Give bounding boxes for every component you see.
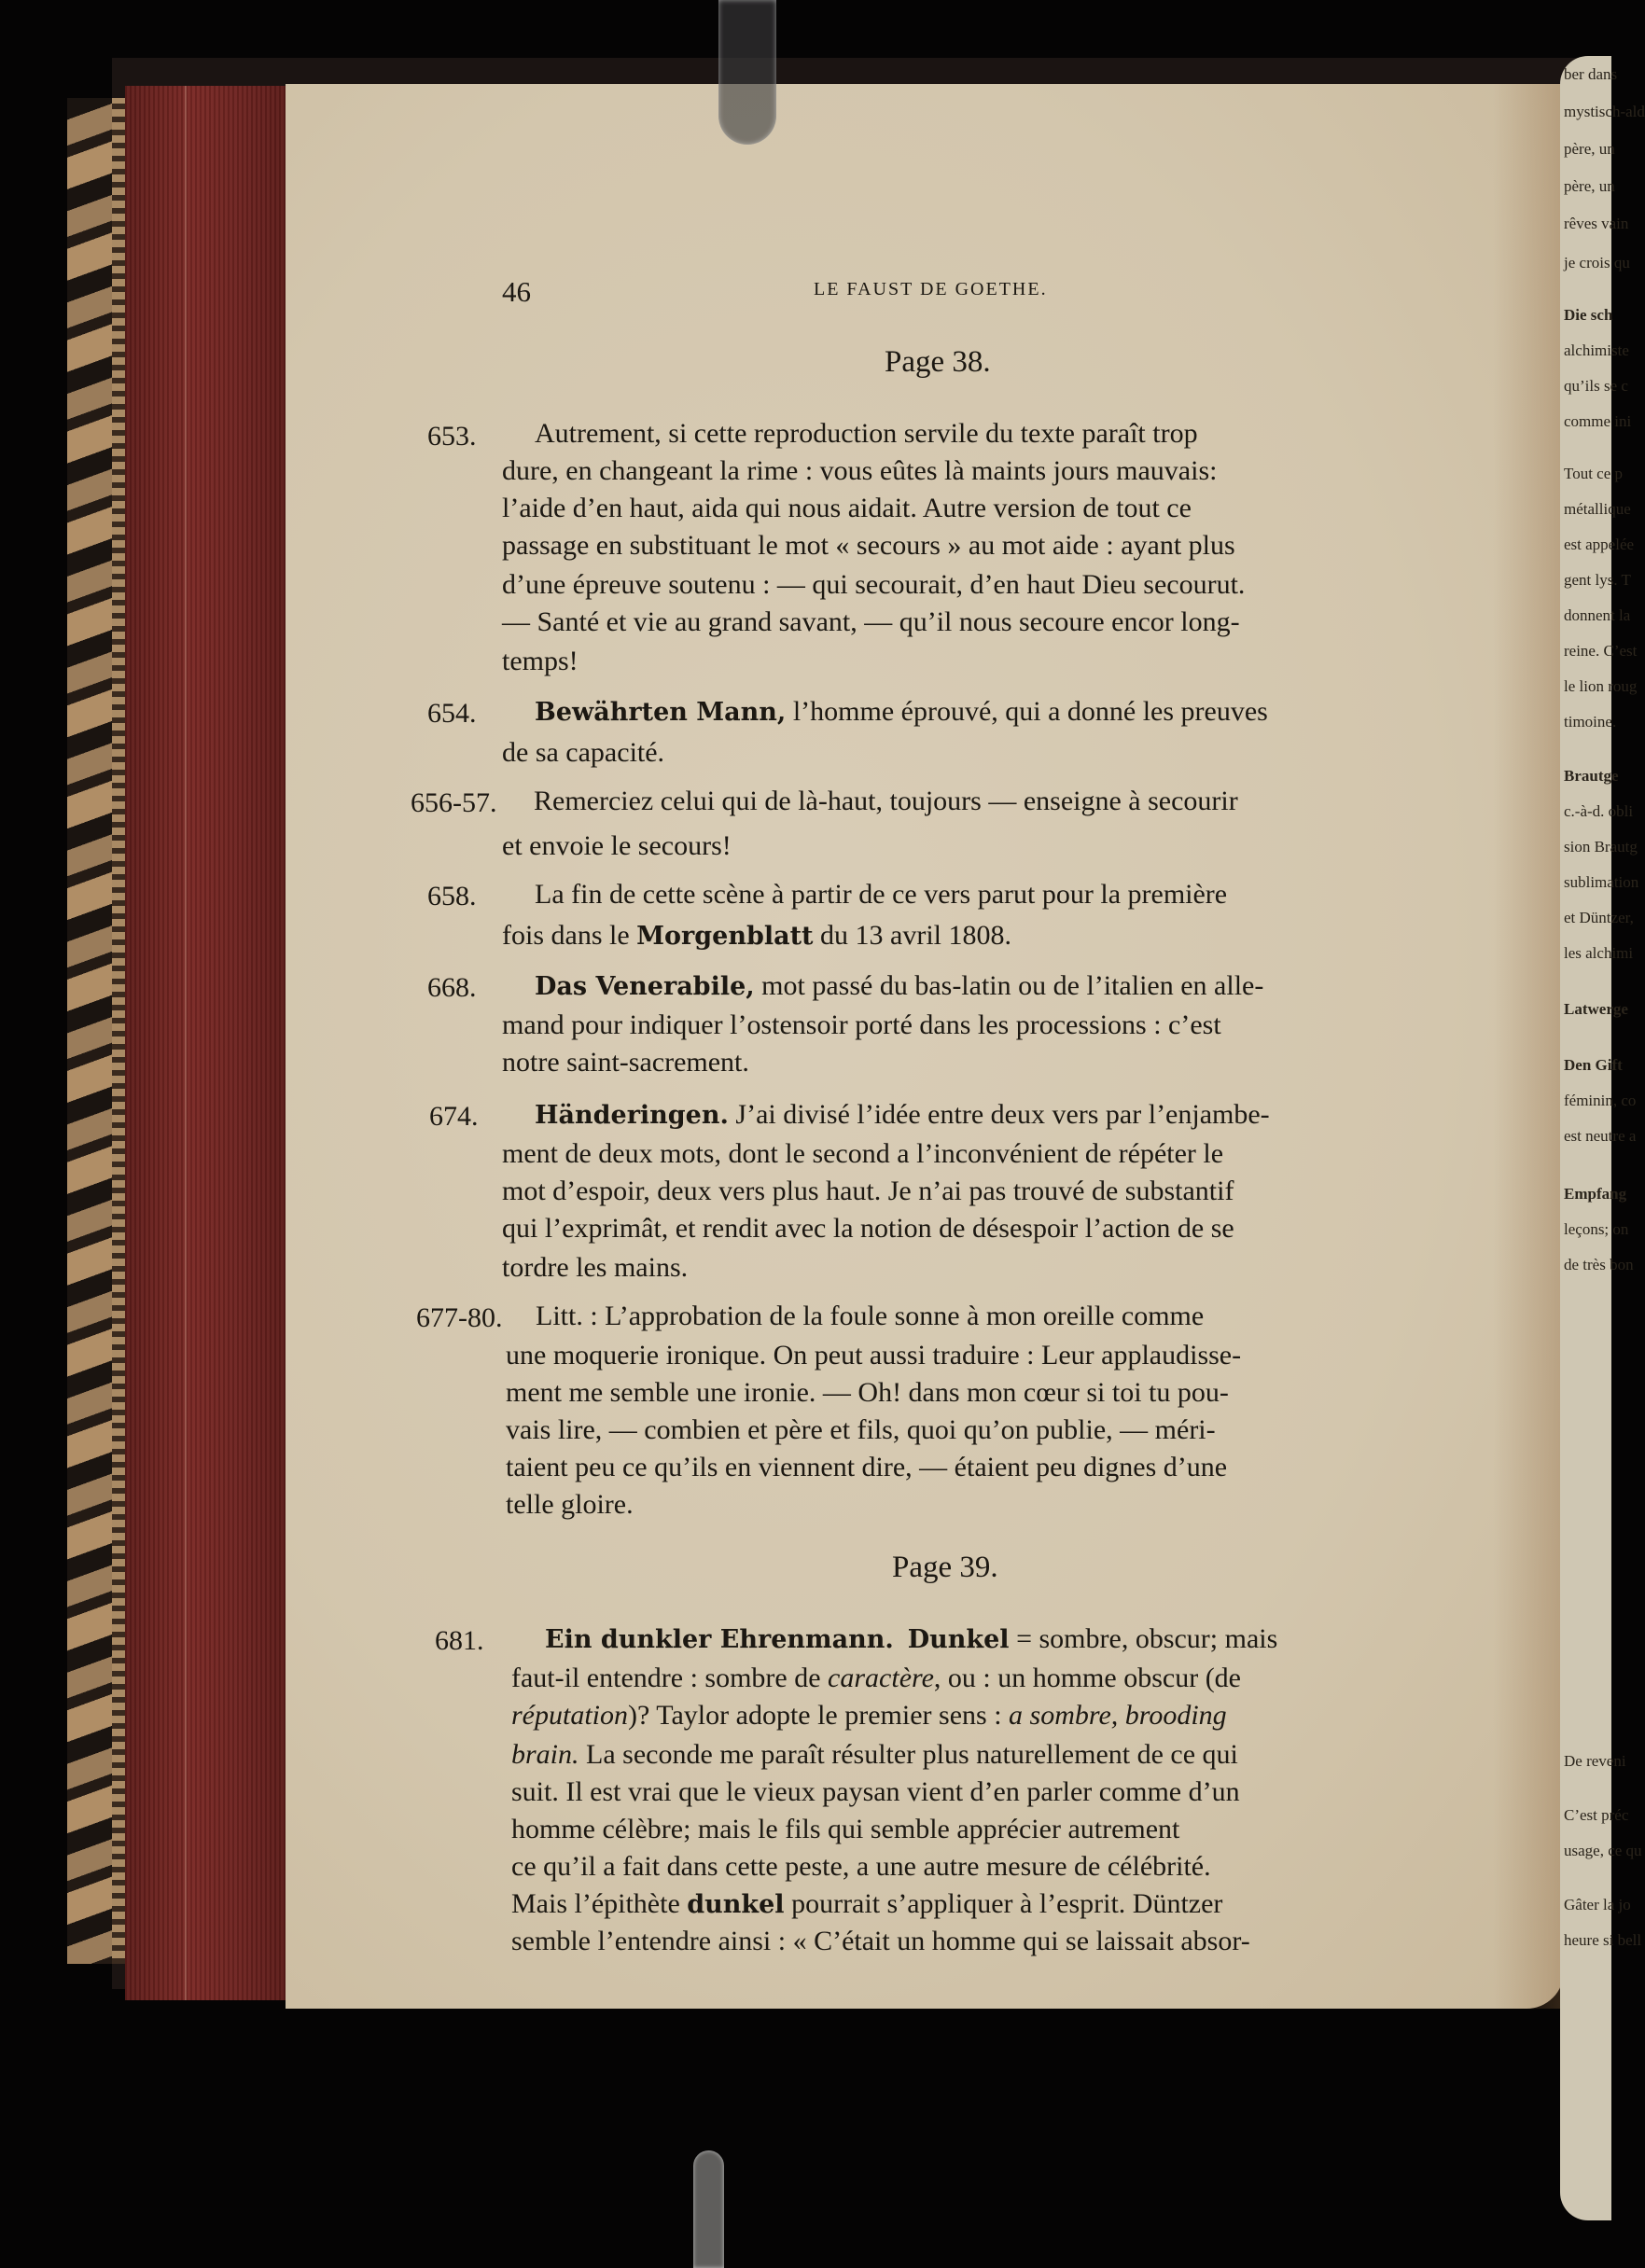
german-term: Dunkel [907,1625,1010,1654]
note-text: J’ai divisé l’idée entre deux vers par l’enjambe- [728,1099,1270,1130]
fragment: reine. C’est [1564,642,1638,660]
note-text: La seconde me paraît résulter plus naturellement de ce qui [579,1739,1238,1770]
fragment: Die sch [1564,306,1613,324]
note-line: Litt. : L’approbation de la foule sonne à mon oreille comme [536,1301,1205,1331]
german-term: Ein dunkler Ehrenmann. [545,1625,894,1654]
note-text: , ou : un homme obscur (de [933,1663,1241,1693]
fragment: père, un [1564,140,1615,158]
book-clip-bottom [693,2150,724,2268]
fragment: usage, ce qu [1564,1842,1642,1859]
section-heading: Page 39. [892,1551,998,1584]
note-line: Autrement, si cette reproduction servile du texte paraît trop [535,418,1198,449]
note-line [535,1101,1270,1129]
fragment: le lion roug [1564,677,1638,695]
fragment: sublimation [1564,873,1639,891]
fragment: Latwerge [1564,1000,1628,1018]
note-number: 677-80. [416,1302,503,1333]
note-line: mand pour indiquer l’ostensoir porté dans les processions : c’est [502,1009,1221,1040]
german-term: Morgenblatt [636,922,814,951]
page-number: 46 [502,275,531,308]
note-text: = sombre, obscur; mais [1009,1623,1278,1654]
fragment: mystisch-ald [1564,103,1645,120]
note-line: homme célèbre; mais le fils qui semble apprécier autrement [511,1814,1180,1844]
fragment: Gâter la jo [1564,1896,1631,1913]
note-text: du 13 avril 1808. [813,920,1012,951]
italic-text: brain. [511,1739,579,1770]
note-line: une moquerie ironique. On peut aussi traduire : Leur applaudisse- [506,1340,1242,1371]
marbled-endpaper [67,98,125,1964]
section-heading: Page 38. [885,345,991,379]
note-line: telle gloire. [506,1489,634,1520]
note-line: La fin de cette scène à partir de ce vers parut pour la première [535,879,1228,910]
note-line: dure, en changeant la rime : vous eûtes là maints jours mauvais: [502,455,1218,486]
german-term: Das Venerabile, [535,972,755,1001]
fragment: de très bon [1564,1256,1634,1273]
fragment: je crois qu [1564,254,1630,271]
fragment: sion Brautg [1564,838,1638,856]
note-number: 653. [427,421,477,452]
fragment: c.-à-d. obli [1564,802,1634,820]
note-text: mot passé du bas-latin ou de l’italien en alle- [754,970,1264,1001]
fragment: est neutre a [1564,1127,1637,1145]
fragment: timoine. [1564,713,1617,730]
note-line: mot d’espoir, deux vers plus haut. Je n’ai pas trouvé de substantif [502,1176,1234,1206]
note-line [511,1664,1241,1692]
german-term: dunkel [687,1890,785,1919]
adjacent-page [1560,56,1645,2220]
fragment: De reveni [1564,1752,1626,1770]
fragment: rêves vain [1564,215,1629,232]
fragment: comme ini [1564,412,1632,430]
note-line: l’aide d’en haut, aida qui nous aidait. Autre version de tout ce [502,493,1192,523]
fragment: leçons; on [1564,1220,1629,1238]
note-line: semble l’entendre ainsi : « C’était un homme qui se laissait absor- [511,1926,1250,1956]
italic-text: réputation [511,1700,628,1731]
fragment: gent lys. T [1564,571,1631,589]
note-line: suit. Il est vrai que le vieux paysan vient d’en parler comme d’un [511,1776,1240,1807]
book-clip-top [718,0,776,145]
note-line: taient peu ce qu’ils en viennent dire, — étaient peu dignes d’une [506,1452,1228,1482]
note-number: 658. [427,881,477,911]
note-line [511,1702,1227,1730]
fragment: Brautge [1564,767,1619,785]
note-line: temps! [502,646,579,676]
fragment: heure si bell [1564,1931,1642,1949]
page-gutter-shadow [1493,84,1564,2009]
note-text: )? Taylor adopte le premier sens : [628,1700,1010,1731]
note-line: — Santé et vie au grand savant, — qu’il nous secoure encor long- [502,606,1240,637]
note-line: ment de deux mots, dont le second a l’inconvénient de répéter le [502,1138,1224,1169]
note-number: 674. [429,1101,479,1132]
german-term: Bewährten Mann, [535,698,787,727]
note-number: 656-57. [411,787,497,818]
fragment: donnent la [1564,606,1631,624]
note-line [502,922,1011,950]
fragment: ber dans [1564,65,1618,83]
fragment: métallique [1564,500,1631,518]
note-line: qui l’exprimât, et rendit avec la notion de désespoir l’action de se [502,1213,1234,1244]
note-line: tordre les mains. [502,1252,689,1283]
fragment: alchimiste [1564,341,1629,359]
fragment: Tout ce p [1564,465,1624,482]
note-text: fois dans le [502,920,637,951]
note-number: 681. [435,1625,484,1656]
note-line: ment me semble une ironie. — Oh! dans mon cœur si toi tu pou- [506,1377,1229,1408]
fragment: C’est préc [1564,1806,1629,1824]
note-line: Remerciez celui qui de là-haut, toujours — enseigne à secourir [534,786,1238,816]
fragment: qu’ils se c [1564,377,1628,395]
fragment: et Düntzer, [1564,909,1634,926]
note-line: vais lire, — combien et père et fils, quoi qu’on publie, — méri- [506,1414,1216,1445]
note-text: faut-il entendre : sombre de [511,1663,829,1693]
fragment: Den Gift [1564,1056,1623,1074]
note-line [511,1890,1222,1918]
note-line [545,1625,1277,1653]
fragment: les alchimi [1564,944,1634,962]
italic-text: a sombre, brooding [1009,1700,1227,1731]
note-line: passage en substituant le mot « secours » au mot aide : ayant plus [502,530,1235,561]
note-number: 668. [427,972,477,1003]
fragment: est appelée [1564,536,1635,553]
note-line [535,972,1263,1000]
note-number: 654. [427,698,477,729]
running-title: LE FAUST DE GOETHE. [814,279,1048,299]
note-line: de sa capacité. [502,737,665,768]
fragment: père, un [1564,177,1615,195]
note-line: notre saint-sacrement. [502,1047,749,1078]
note-line: d’une épreuve soutenu : — qui secourait, d’en haut Dieu secourut. [502,569,1246,600]
page-edge-highlight [185,86,187,2000]
note-line: ce qu’il a fait dans cette peste, a une autre mesure de célébrité. [511,1851,1211,1882]
note-text: l’homme éprouvé, qui a donné les preuves [786,696,1268,727]
german-term: Händeringen. [535,1101,729,1130]
note-text: pourrait s’appliquer à l’esprit. Düntzer [784,1888,1223,1919]
italic-text: caractère [828,1663,934,1693]
fragment: Empfang [1564,1185,1627,1203]
note-text: Mais l’épithète [511,1888,688,1919]
note-line [535,698,1268,726]
page-edges [125,86,291,2000]
note-line [511,1741,1238,1769]
fragment: féminin, co [1564,1092,1637,1109]
note-line: et envoie le secours! [502,830,732,861]
